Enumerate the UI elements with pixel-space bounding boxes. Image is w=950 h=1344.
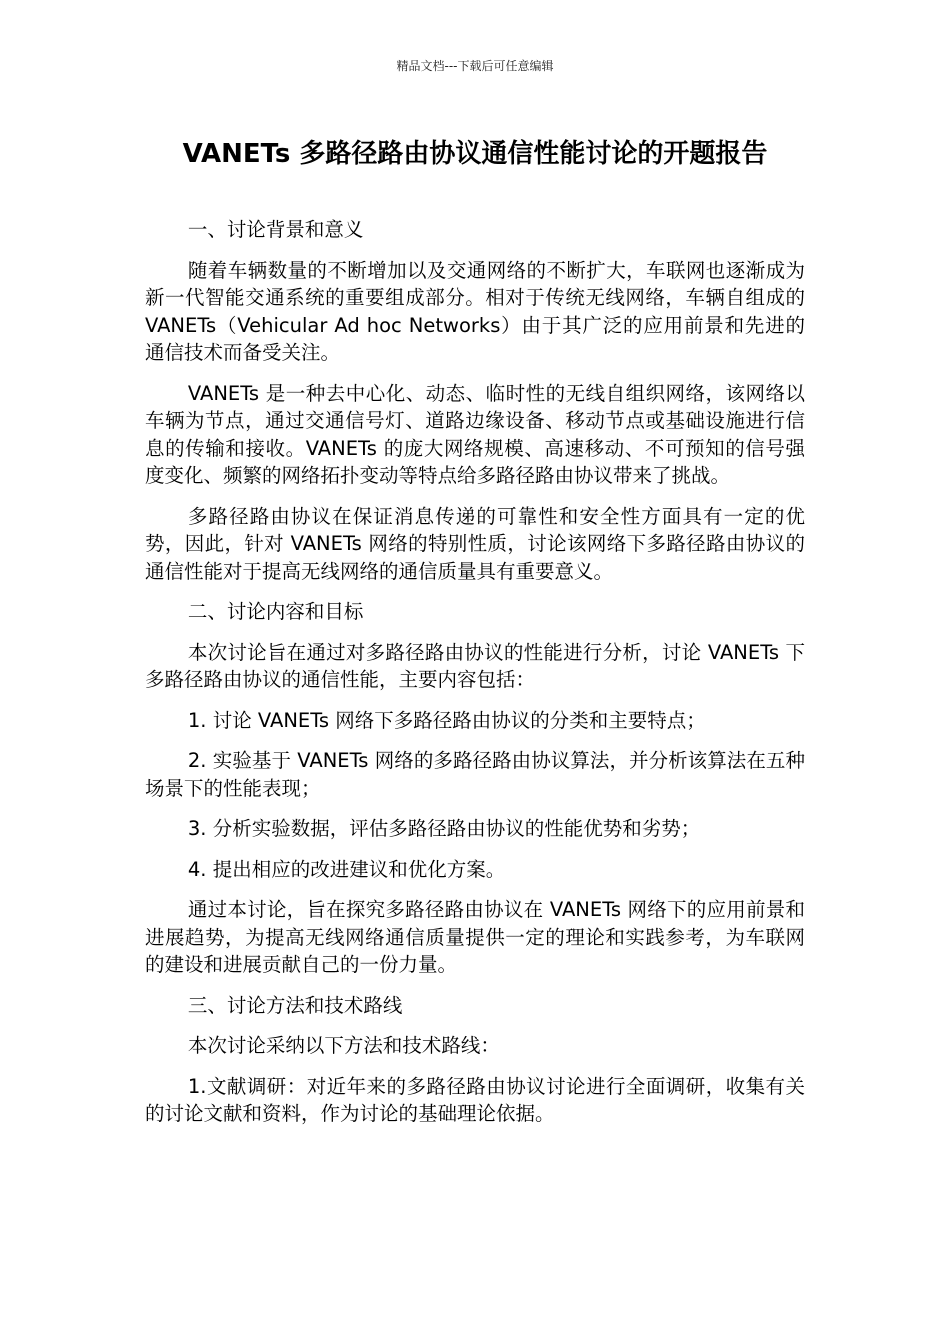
page-header: 精品文档---下载后可任意编辑 bbox=[396, 59, 554, 73]
paragraph-content-intro: 本次讨论旨在通过对多路径路由协议的性能进行分析，讨论 VANETs 下多路径路由协议的通信性能，主要内容包括： bbox=[145, 640, 805, 691]
list-item-4: 4. 提出相应的改进建议和优化方案。 bbox=[187, 857, 506, 881]
paragraph-methods-1: 1.文献调研：对近年来的多路径路由协议讨论进行全面调研，收集有关的讨论文献和资料，作为讨论的基础理论依据。 bbox=[145, 1074, 805, 1125]
paragraph-content-summary: 通过本讨论，旨在探究多路径路由协议在 VANETs 网络下的应用前景和进展趋势，为提高无线网络通信质量提供一定的理论和实践参考，为车联网的建设和进展贡献自己的一份力量。 bbox=[145, 898, 805, 976]
paragraph-background-2: VANETs 是一种去中心化、动态、临时性的无线自组织网络，该网络以车辆为节点，通过交通信号灯、道路边缘设备、移动节点或基础设施进行信息的传输和接收。VANETs 的庞大网络规模、高速移动、不可预知的信号强度变化、频繁的网络拓扑变动等特点给多路径路由协议带来了挑战。 bbox=[145, 381, 805, 487]
document-body bbox=[145, 216, 805, 1141]
section-heading-background: 一、讨论背景和意义 bbox=[187, 218, 364, 241]
list-item-2: 2. 实验基于 VANETs 网络的多路径路由协议算法，并分析该算法在五种场景下的性能表现； bbox=[145, 749, 805, 800]
paragraph-methods-intro: 本次讨论采纳以下方法和技术路线： bbox=[187, 1034, 500, 1057]
section-heading-methods: 三、讨论方法和技术路线 bbox=[187, 993, 403, 1017]
list-item-3: 3. 分析实验数据，评估多路径路由协议的性能优势和劣势； bbox=[187, 817, 701, 840]
document-title: VANETs 多路径路由协议通信性能讨论的开题报告 bbox=[182, 139, 768, 169]
section-heading-content: 二、讨论内容和目标 bbox=[187, 600, 364, 623]
paragraph-background-1: 随着车辆数量的不断增加以及交通网络的不断扩大，车联网也逐渐成为新一代智能交通系统的重要组成部分。相对于传统无线网络，车辆自组成的 VANETs（Vehicular Ad hoc Networks）由于其广泛的应用前景和先进的通信技术而备受关注。 bbox=[145, 258, 805, 364]
paragraph-background-3: 多路径路由协议在保证消息传递的可靠性和安全性方面具有一定的优势，因此，针对 VANETs 网络的特别性质，讨论该网络下多路径路由协议的通信性能对于提高无线网络的通信质量具有重要意义。 bbox=[145, 504, 805, 583]
list-item-1: 1. 讨论 VANETs 网络下多路径路由协议的分类和主要特点； bbox=[187, 708, 706, 732]
